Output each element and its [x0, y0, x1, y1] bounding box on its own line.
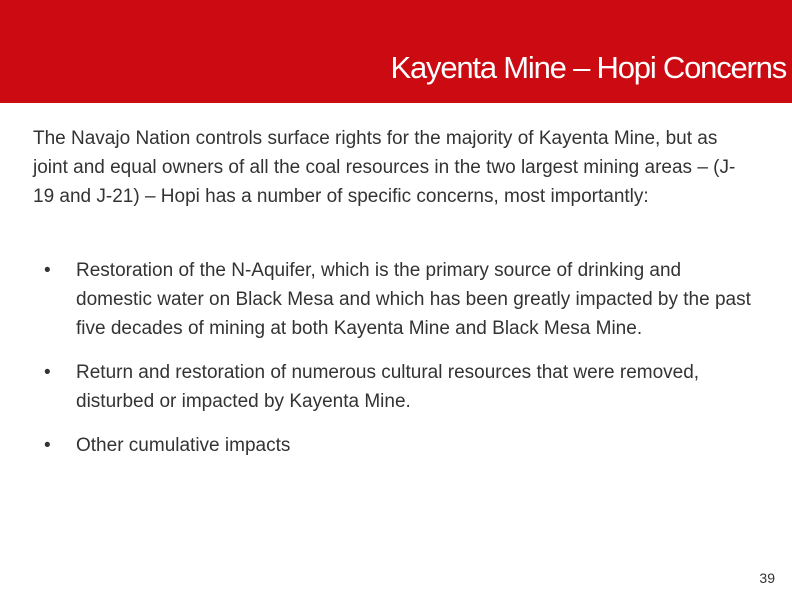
bullet-marker: •: [44, 260, 51, 281]
page-number: 39: [759, 570, 775, 586]
slide-title: Kayenta Mine – Hopi Concerns: [390, 50, 786, 85]
list-item-text: Return and restoration of numerous cultural resources that were removed, disturbed or impacted by Kayenta Mine.: [76, 362, 700, 412]
list-item: [44, 358, 756, 416]
concerns-list: [44, 256, 756, 475]
bullet-marker: •: [44, 362, 51, 383]
bullet-marker: •: [44, 435, 51, 456]
list-item-text: Restoration of the N-Aquifer, which is the primary source of drinking and domestic water on Black Mesa and which has been greatly impacted by the past five decades of mining at both Kayenta Mine and Black Mesa Mine.: [76, 260, 751, 339]
list-item-text: Other cumulative impacts: [76, 435, 291, 456]
list-item: [44, 431, 756, 460]
intro-paragraph: The Navajo Nation controls surface rights for the majority of Kayenta Mine, but as joint and equal owners of all the coal resources in the two largest mining areas – (J-19 and J-21) – Hopi has a number of specific concerns, most importantly:: [33, 128, 736, 207]
list-item: [44, 256, 756, 343]
title-banner: [0, 0, 792, 103]
